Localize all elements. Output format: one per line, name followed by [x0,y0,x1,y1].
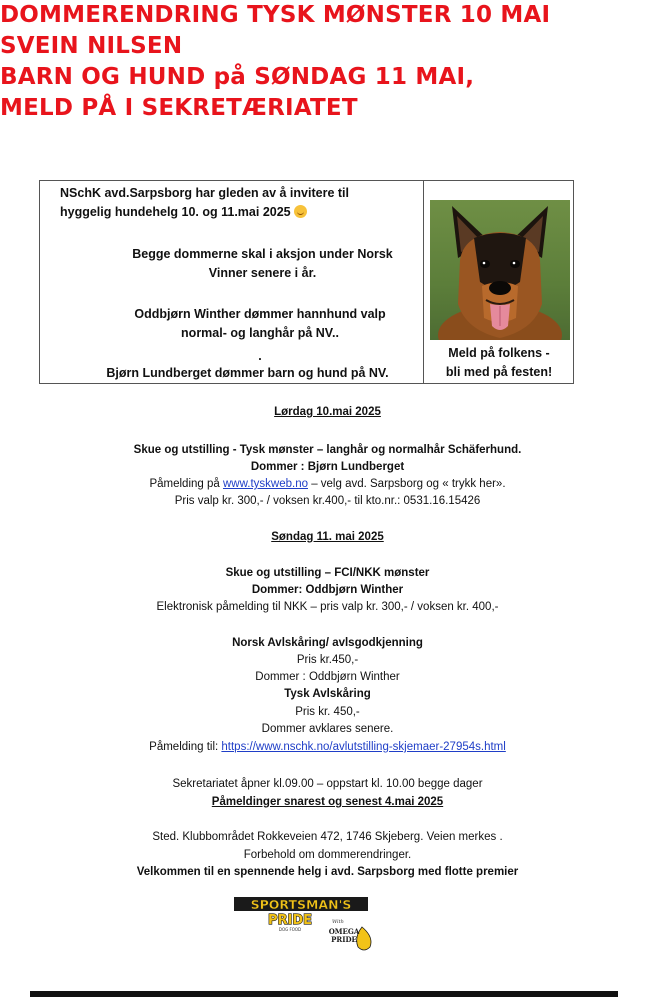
german-shepherd-photo [430,200,570,340]
sub-logo-text-1: OMEGA [328,927,360,936]
dog-illustration [430,200,570,340]
secretariat-hours: Sekretariatet åpner kl.09.00 – oppstart kl. 10.00 begge dager [172,778,483,790]
oddbjorn-note: Oddbjørn Winther dømmer hannhund valp normal- og langhår på NV.. [134,307,386,340]
sub-logo-with: With [332,919,344,925]
sunday-heading: Søndag 11. mai 2025 [271,531,384,543]
invitation-intro [60,184,420,222]
separator-dot: . [258,349,262,363]
breeding-title: Norsk Avlskåring/ avlsgodkjenning [232,637,423,649]
headline [0,0,655,124]
smiling-face-icon [294,205,307,218]
signup-deadline: Påmeldinger snarest og senest 4.mai 2025 [211,796,444,808]
saturday-prices: Pris valp kr. 300,- / voksen kr.400,- til kto.nr.: 0531.16.15426 [174,495,481,507]
location: Sted. Klubbområdet Rokkeveien 472, 1746 Skjeberg. Veien merkes . [152,831,503,843]
saturday-judge: Dommer : Bjørn Lundberget [250,461,405,473]
nschk-link[interactable]: https://www.nschk.no/avlutstilling-skjemaer-27954s.html [221,741,506,753]
german-breeding-judge: Dommer avklares senere. [261,723,394,735]
invitation-box [39,180,574,384]
saturday-show-title: Skue og utstilling - Tysk mønster – langhår og normalhår Schäferhund. [133,444,522,456]
sub-logo-text-2: PRIDE [331,935,357,944]
nschk-signup: Påmelding til: https://www.nschk.no/avlutstilling-skjemaer-27954s.html [149,741,506,753]
sponsor-logo-tagline: DOG FOOD [278,927,302,932]
tyskweb-link[interactable]: www.tyskweb.no [222,478,308,490]
judges-note: Begge dommerne skal i aksjon under Norsk Vinner senere i år. [132,247,393,280]
headline-line-4: MELD PÅ I SEKRETÆRIATET [0,95,358,121]
intro-line-1: NSchK avd.Sarpsborg har gleden av å invitere til [60,186,349,200]
sunday-signup: Elektronisk påmelding til NKK – pris valp kr. 300,- / voksen kr. 400,- [156,601,499,613]
breeding-price: Pris kr.450,- [296,654,359,666]
photo-cell [424,181,574,383]
saturday-signup: Påmelding på www.tyskweb.no – velg avd. Sarpsborg og « trykk her». [149,478,506,490]
saturday-heading: Lørdag 10.mai 2025 [274,406,381,418]
headline-line-3: BARN OG HUND på SØNDAG 11 MAI, [0,64,475,90]
german-breeding-price: Pris kr. 450,- [295,706,360,718]
breeding-judge: Dommer : Oddbjørn Winther [255,671,400,683]
bjorn-note: Bjørn Lundberget dømmer barn og hund på NV. [106,366,389,380]
sponsor-logo-art [232,893,392,953]
sportsmans-pride-logo [232,893,392,953]
sunday-show-title: Skue og utstilling – FCI/NKK mønster [225,567,430,579]
judge-reservation: Forbehold om dommerendringer. [243,849,412,861]
headline-line-1: DOMMERENDRING TYSK MØNSTER 10 MAI [0,2,551,28]
headline-line-2: SVEIN NILSEN [0,33,183,59]
footer-bar [30,991,618,997]
welcome-message: Velkommen til en spennende helg i avd. Sarpsborg med flotte premier [136,866,519,878]
sponsor-logo-text-2: PRIDE [267,913,313,928]
intro-line-2: hyggelig hundehelg 10. og 11.mai 2025 [60,203,420,222]
sunday-judge: Dommer: Oddbjørn Winther [251,584,404,596]
photo-caption: Meld på folkens - bli med på festen! [445,346,553,379]
invitation-text-cell [40,181,424,383]
sponsor-logo-text-1: SPORTSMAN'S [250,897,352,912]
german-breeding-title: Tysk Avlskåring [284,688,371,700]
